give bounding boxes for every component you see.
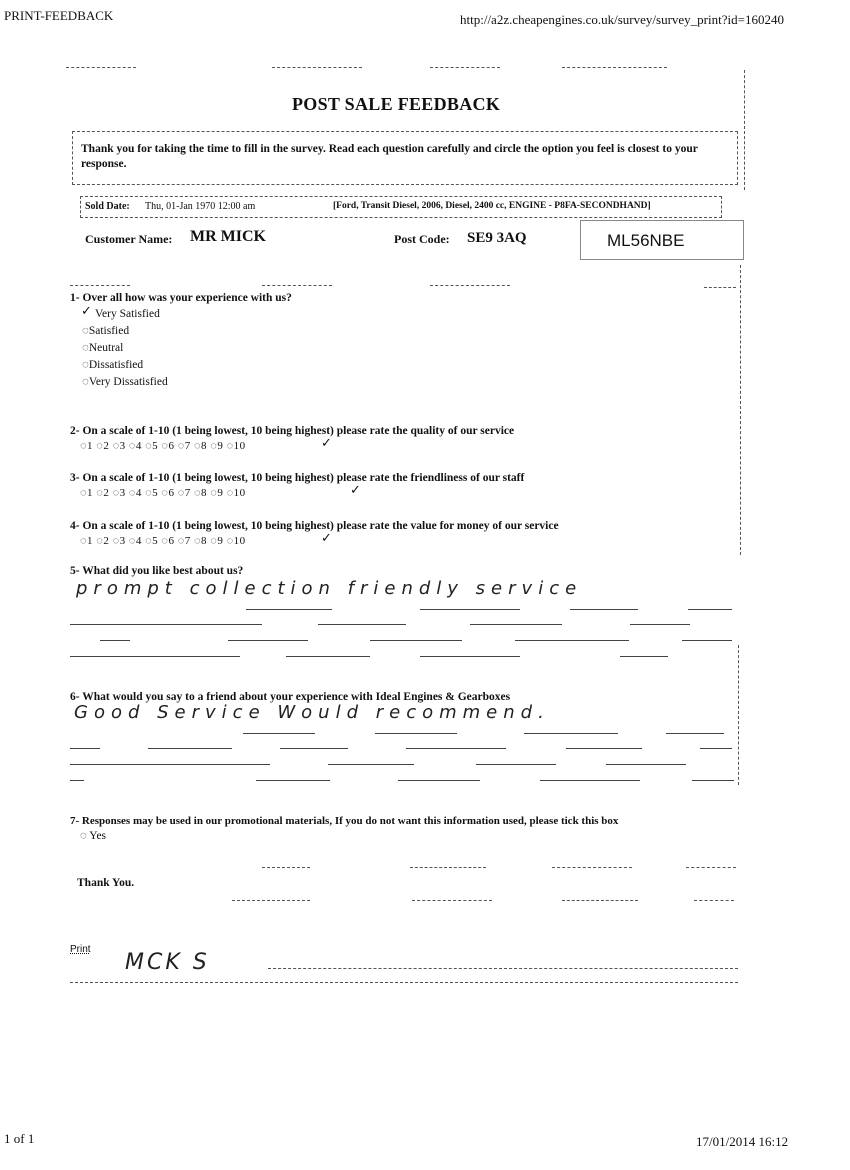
answer-line	[692, 780, 734, 781]
print-timestamp: 17/01/2014 16:12	[696, 1134, 789, 1149]
frame-dash	[412, 900, 492, 901]
answer-line	[280, 748, 348, 749]
frame-dash	[552, 867, 632, 868]
answer-line	[470, 624, 562, 625]
customer-name-value: MR MICK	[190, 228, 266, 245]
checkmark-icon: ✓	[321, 531, 332, 546]
frame-dash	[738, 645, 739, 785]
radio-icon: ◌	[82, 376, 89, 388]
q1-option-very-satisfied[interactable]: Very Satisfied	[95, 308, 160, 320]
answer-line	[682, 640, 732, 641]
frame-dash	[694, 900, 734, 901]
answer-line	[375, 733, 457, 734]
q5-handwritten-answer[interactable]: prompt collection friendly service	[76, 578, 583, 599]
answer-line	[70, 748, 100, 749]
vehicle-reg: ML56NBE	[607, 231, 685, 250]
frame-dash	[232, 900, 310, 901]
answer-line	[370, 640, 462, 641]
answer-line	[70, 780, 84, 781]
thank-you-text: Thank You.	[77, 877, 135, 889]
answer-line	[420, 656, 520, 657]
answer-line	[566, 748, 642, 749]
page-count: 1 of 1	[4, 1131, 35, 1146]
postcode-value: SE9 3AQ	[467, 230, 527, 246]
signature-line	[70, 982, 738, 983]
frame-dash	[562, 67, 667, 68]
answer-line	[476, 764, 556, 765]
frame-dash	[70, 285, 130, 286]
frame-dash	[562, 900, 638, 901]
answer-line	[243, 733, 315, 734]
print-label: Print	[70, 944, 91, 955]
answer-line	[286, 656, 370, 657]
q1-option-neutral[interactable]: Neutral	[88, 342, 124, 354]
question-1: 1- Over all how was your experience with us?	[70, 292, 292, 304]
frame-dash	[704, 287, 736, 288]
question-3: 3- On a scale of 1-10 (1 being lowest, 10 being highest) please rate the friendliness of our staff	[70, 472, 525, 484]
frame-dash	[272, 67, 362, 68]
radio-icon: ◌	[82, 342, 89, 354]
question-7: 7- Responses may be used in our promotional materials, If you do not want this information used, please tick this box	[70, 815, 619, 827]
q1-option-dissatisfied[interactable]: Dissatisfied	[88, 359, 144, 371]
checkmark-icon: ✓	[321, 436, 332, 451]
answer-line	[420, 609, 520, 610]
product-description: [Ford, Transit Diesel, 2006, Diesel, 2400 cc, ENGINE - P8FA-SECONDHAND]	[333, 201, 651, 211]
answer-line	[70, 764, 270, 765]
answer-line	[148, 748, 232, 749]
frame-dash	[430, 285, 510, 286]
answer-line	[630, 624, 690, 625]
frame-dash	[66, 67, 136, 68]
question-5: 5- What did you like best about us?	[70, 565, 244, 577]
q7-option-yes[interactable]: Yes	[89, 830, 107, 842]
answer-line	[256, 780, 330, 781]
answer-line	[70, 656, 240, 657]
answer-line	[700, 748, 732, 749]
page-title: POST SALE FEEDBACK	[292, 94, 501, 114]
question-2: 2- On a scale of 1-10 (1 being lowest, 10 being highest) please rate the quality of our service	[70, 425, 515, 437]
sold-date-label: Sold Date:	[85, 201, 130, 212]
answer-line	[688, 609, 732, 610]
answer-line	[100, 640, 130, 641]
radio-icon: ◌	[82, 359, 89, 371]
checkbox-icon: ◌	[80, 830, 87, 842]
answer-line	[606, 764, 686, 765]
customer-name-label: Customer Name:	[85, 232, 173, 246]
answer-line	[524, 733, 618, 734]
frame-dash	[430, 67, 500, 68]
question-6: 6- What would you say to a friend about your experience with Ideal Engines & Gearboxes	[70, 691, 511, 703]
answer-line	[328, 764, 414, 765]
answer-line	[570, 609, 638, 610]
frame-dash	[744, 70, 745, 190]
signature-line	[268, 968, 738, 969]
q1-option-very-dissatisfied[interactable]: Very Dissatisfied	[88, 376, 168, 388]
q4-rating-scale[interactable]: ◌1 ◌2 ◌3 ◌4 ◌5 ◌6 ◌7 ◌8 ◌9 ◌10	[80, 535, 246, 547]
answer-line	[666, 733, 724, 734]
q6-handwritten-answer[interactable]: Good Service Would recommend.	[74, 702, 550, 723]
answer-line	[318, 624, 406, 625]
answer-line	[406, 748, 506, 749]
checkmark-icon: ✓	[350, 483, 361, 498]
answer-line	[246, 609, 332, 610]
q2-rating-scale[interactable]: ◌1 ◌2 ◌3 ◌4 ◌5 ◌6 ◌7 ◌8 ◌9 ◌10	[80, 440, 246, 452]
answer-line	[540, 780, 640, 781]
radio-icon: ◌	[82, 325, 89, 337]
checkmark-icon: ✓	[81, 304, 92, 319]
answer-line	[228, 640, 308, 641]
frame-dash	[262, 285, 332, 286]
frame-dash	[262, 867, 310, 868]
print-header-title: PRINT-FEEDBACK	[4, 8, 114, 23]
frame-dash	[410, 867, 486, 868]
answer-line	[70, 624, 262, 625]
postcode-label: Post Code:	[394, 232, 450, 246]
intro-text: Thank you for taking the time to fill in the survey. Read each question carefully and circle the option you feel is closest to your response.	[81, 143, 698, 170]
q3-rating-scale[interactable]: ◌1 ◌2 ◌3 ◌4 ◌5 ◌6 ◌7 ◌8 ◌9 ◌10	[80, 487, 246, 499]
answer-line	[398, 780, 480, 781]
q1-option-satisfied[interactable]: Satisfied	[88, 325, 130, 337]
frame-dash	[740, 265, 741, 555]
vehicle-reg-box	[580, 220, 744, 260]
frame-dash	[686, 867, 736, 868]
question-4: 4- On a scale of 1-10 (1 being lowest, 10 being highest) please rate the value for money of our service	[70, 520, 559, 532]
sold-date-value: Thu, 01-Jan 1970 12:00 am	[145, 201, 256, 212]
signature: MCK S	[125, 950, 210, 975]
answer-line	[515, 640, 629, 641]
answer-line	[620, 656, 668, 657]
print-header-url: http://a2z.cheapengines.co.uk/survey/survey_print?id=160240	[460, 12, 784, 27]
